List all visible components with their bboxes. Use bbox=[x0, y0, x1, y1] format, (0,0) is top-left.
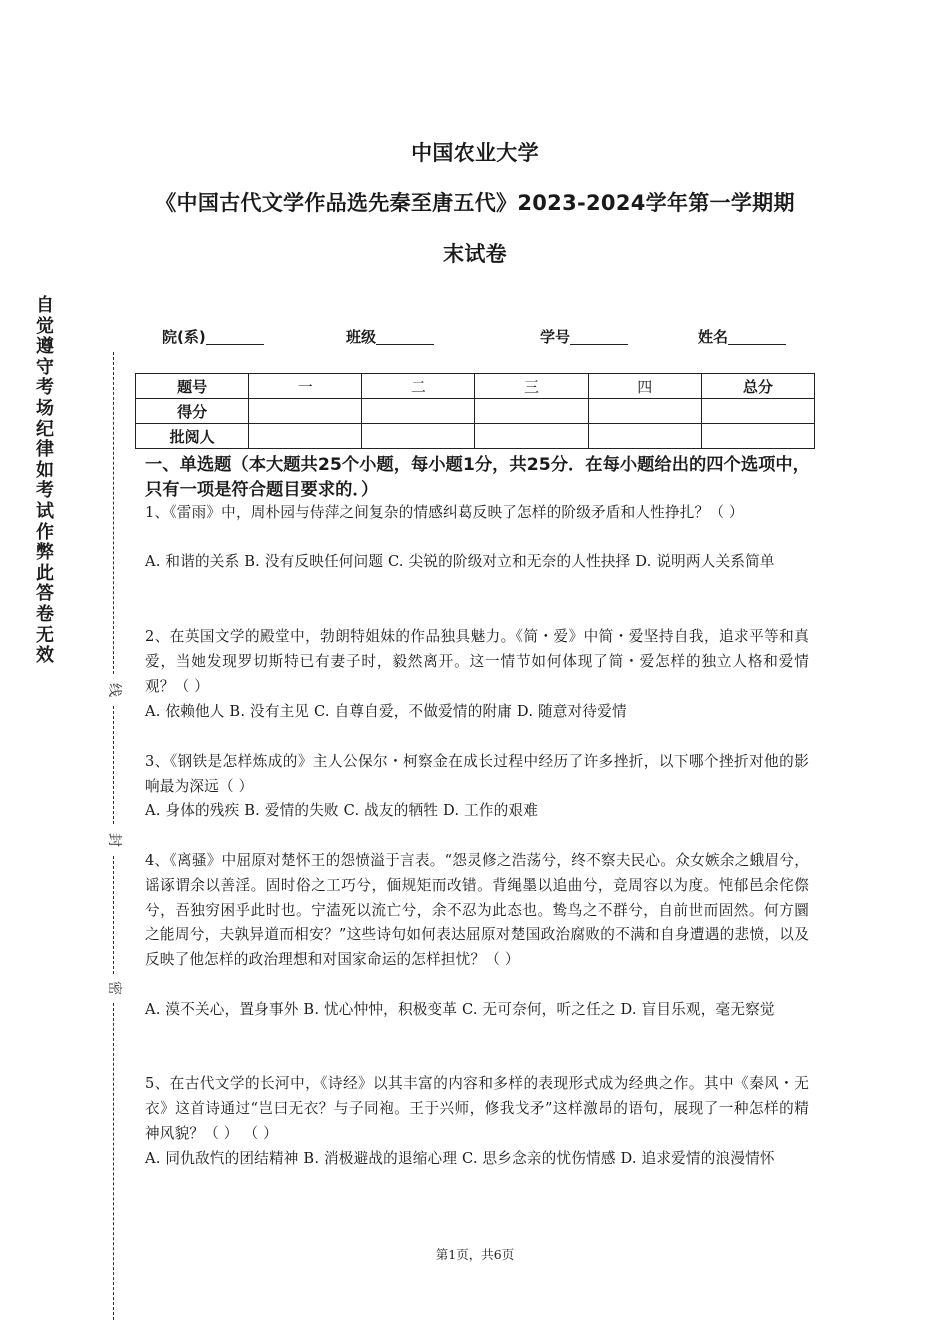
score-cell[interactable] bbox=[588, 399, 701, 424]
exam-title-line2: 末试卷 bbox=[443, 242, 507, 266]
binding-dashed-line bbox=[113, 856, 114, 974]
name-label: 姓名 bbox=[698, 328, 729, 346]
header-question-number: 题号 bbox=[136, 374, 249, 399]
grader-cell[interactable] bbox=[701, 424, 814, 449]
score-table bbox=[135, 373, 815, 449]
department-label: 院(系) bbox=[162, 328, 206, 346]
score-cell[interactable] bbox=[249, 399, 362, 424]
question-3-options: A. 身体的残疾 B. 爱情的失败 C. 战友的牺牲 D. 工作的艰难 bbox=[145, 802, 538, 819]
binding-dashed-line bbox=[113, 352, 114, 674]
name-field[interactable] bbox=[698, 326, 786, 347]
question-1-options: A. 和谐的关系 B. 没有反映任何问题 C. 尖锐的阶级对立和无奈的人性抉择 D. 说明两人关系简单 bbox=[145, 553, 775, 570]
question-2-stem: 2、在英国文学的殿堂中，勃朗特姐妹的作品独具魅力。《简・爱》中简・爱坚持自我，追求平等和真爱，当她发现罗切斯特已有妻子时，毅然离开。这一情节如何体现了简・爱怎样的独立人格和爱情观？（ ） bbox=[145, 628, 809, 695]
student-id-blank[interactable] bbox=[570, 328, 628, 345]
name-blank[interactable] bbox=[728, 328, 786, 345]
binding-label-line: 线 bbox=[106, 683, 122, 697]
question-5-options: A. 同仇敌忾的团结精神 B. 消极避战的退缩心理 C. 思乡念亲的忧伤情感 D. 追求爱情的浪漫情怀 bbox=[145, 1150, 775, 1167]
question-4-options: A. 漠不关心，置身事外 B. 忧心忡忡，积极变革 C. 无可奈何，听之任之 D. 盲目乐观，毫无察觉 bbox=[145, 1001, 775, 1018]
student-id-field[interactable] bbox=[540, 326, 628, 347]
class-blank[interactable] bbox=[376, 328, 434, 345]
header-part-2: 二 bbox=[362, 374, 475, 399]
question-4-stem: 4、《离骚》中屈原对楚怀王的怨愤溢于言表。“怨灵修之浩荡兮，终不察夫民心。众女嫉余之蛾眉兮，谣诼谓余以善淫。固时俗之工巧兮，偭规矩而改错。背绳墨以追曲兮，竞周容以为度。忳郁邑余侘傺兮，吾独穷困乎此时也。宁溘死以流亡兮，余不忍为此态也。鸷鸟之不群兮，自前世而固然。何方圜之能周兮，夫孰异道而相安？”这些诗句如何表达屈原对楚国政治腐败的不满和自身遭遇的悲愤，以及反映了他怎样的政治理想和对国家命运的怎样担忧？（ ） bbox=[145, 852, 809, 969]
class-label: 班级 bbox=[346, 328, 377, 346]
grader-cell[interactable] bbox=[362, 424, 475, 449]
student-info-row bbox=[162, 326, 802, 348]
binding-label-seal: 封 bbox=[106, 833, 122, 847]
score-table-header-row bbox=[136, 374, 815, 399]
header-part-4: 四 bbox=[588, 374, 701, 399]
university-name: 中国农业大学 bbox=[411, 141, 539, 165]
score-row bbox=[136, 399, 815, 424]
page-number: 第1页，共6页 bbox=[435, 1247, 515, 1262]
exam-discipline-warning: 自觉遵守考场纪律如考试作弊此答卷无效 bbox=[36, 295, 54, 667]
exam-title-line1: 《中国古代文学作品选先秦至唐五代》2023-2024学年第一学期期 bbox=[155, 191, 795, 215]
binding-dashed-line bbox=[113, 1003, 114, 1320]
student-id-label: 学号 bbox=[540, 328, 571, 346]
binding-label-secret: 密 bbox=[106, 981, 122, 995]
grader-row bbox=[136, 424, 815, 449]
department-blank[interactable] bbox=[206, 328, 264, 345]
question-1-stem: 1、《雷雨》中，周朴园与侍萍之间复杂的情感纠葛反映了怎样的阶级矛盾和人性挣扎？（ ） bbox=[145, 504, 744, 521]
score-row-label: 得分 bbox=[136, 399, 249, 424]
grader-cell[interactable] bbox=[249, 424, 362, 449]
question-3-stem: 3、《钢铁是怎样炼成的》主人公保尔・柯察金在成长过程中经历了许多挫折，以下哪个挫折对他的影响最为深远（ ） bbox=[145, 753, 809, 795]
score-cell[interactable] bbox=[701, 399, 814, 424]
grader-cell[interactable] bbox=[475, 424, 588, 449]
header-part-1: 一 bbox=[249, 374, 362, 399]
grader-row-label: 批阅人 bbox=[136, 424, 249, 449]
header-total: 总分 bbox=[701, 374, 814, 399]
binding-dashed-line bbox=[113, 706, 114, 824]
score-cell[interactable] bbox=[362, 399, 475, 424]
department-field[interactable] bbox=[162, 326, 264, 347]
score-cell[interactable] bbox=[475, 399, 588, 424]
header-part-3: 三 bbox=[475, 374, 588, 399]
question-2-options: A. 依赖他人 B. 没有主见 C. 自尊自爱，不做爱情的附庸 D. 随意对待爱情 bbox=[145, 703, 627, 720]
class-field[interactable] bbox=[346, 326, 434, 347]
section-heading: 一、单选题（本大题共25个小题，每小题1分，共25分．在每小题给出的四个选项中，只有一项是符合题目要求的．） bbox=[145, 455, 810, 500]
grader-cell[interactable] bbox=[588, 424, 701, 449]
question-5-stem: 5、在古代文学的长河中，《诗经》以其丰富的内容和多样的表现形式成为经典之作。其中《秦风・无衣》这首诗通过“岂曰无衣？与子同袍。王于兴师，修我戈矛”这样激昂的语句，展现了一种怎样的精神风貌？（ ） （ ） bbox=[145, 1075, 809, 1142]
